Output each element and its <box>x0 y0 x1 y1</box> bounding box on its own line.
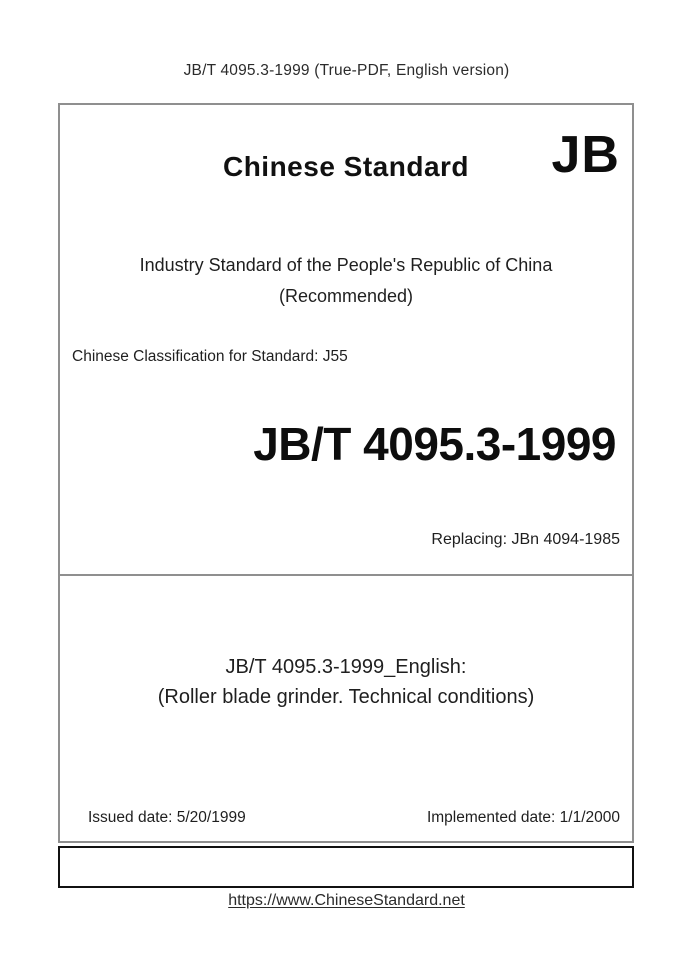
standard-type-line1: Industry Standard of the People's Republic of China <box>139 255 553 275</box>
empty-footer-box <box>58 846 634 888</box>
page-header: JB/T 4095.3-1999 (True-PDF, English version) <box>183 62 510 79</box>
jb-logo: JB <box>551 126 620 184</box>
cover-box <box>58 103 634 843</box>
issued-date: Issued date: 5/20/1999 <box>88 809 246 826</box>
footer-link[interactable]: https://www.ChineseStandard.net <box>228 892 465 909</box>
dates-row <box>60 809 632 827</box>
replacing-note: Replacing: JBn 4094-1985 <box>431 531 620 548</box>
classification-code: Chinese Classification for Standard: J55 <box>72 348 348 365</box>
english-title-line2: (Roller blade grinder. Technical conditions) <box>157 686 535 708</box>
brand-title: Chinese Standard <box>222 151 470 182</box>
implemented-date: Implemented date: 1/1/2000 <box>426 809 620 826</box>
standard-code-title: JB/T 4095.3-1999 <box>253 418 616 470</box>
section-divider <box>58 574 634 576</box>
footer <box>0 892 693 910</box>
standard-type-line2: (Recommended) <box>278 286 414 306</box>
english-title-line1: JB/T 4095.3-1999_English: <box>225 656 467 678</box>
